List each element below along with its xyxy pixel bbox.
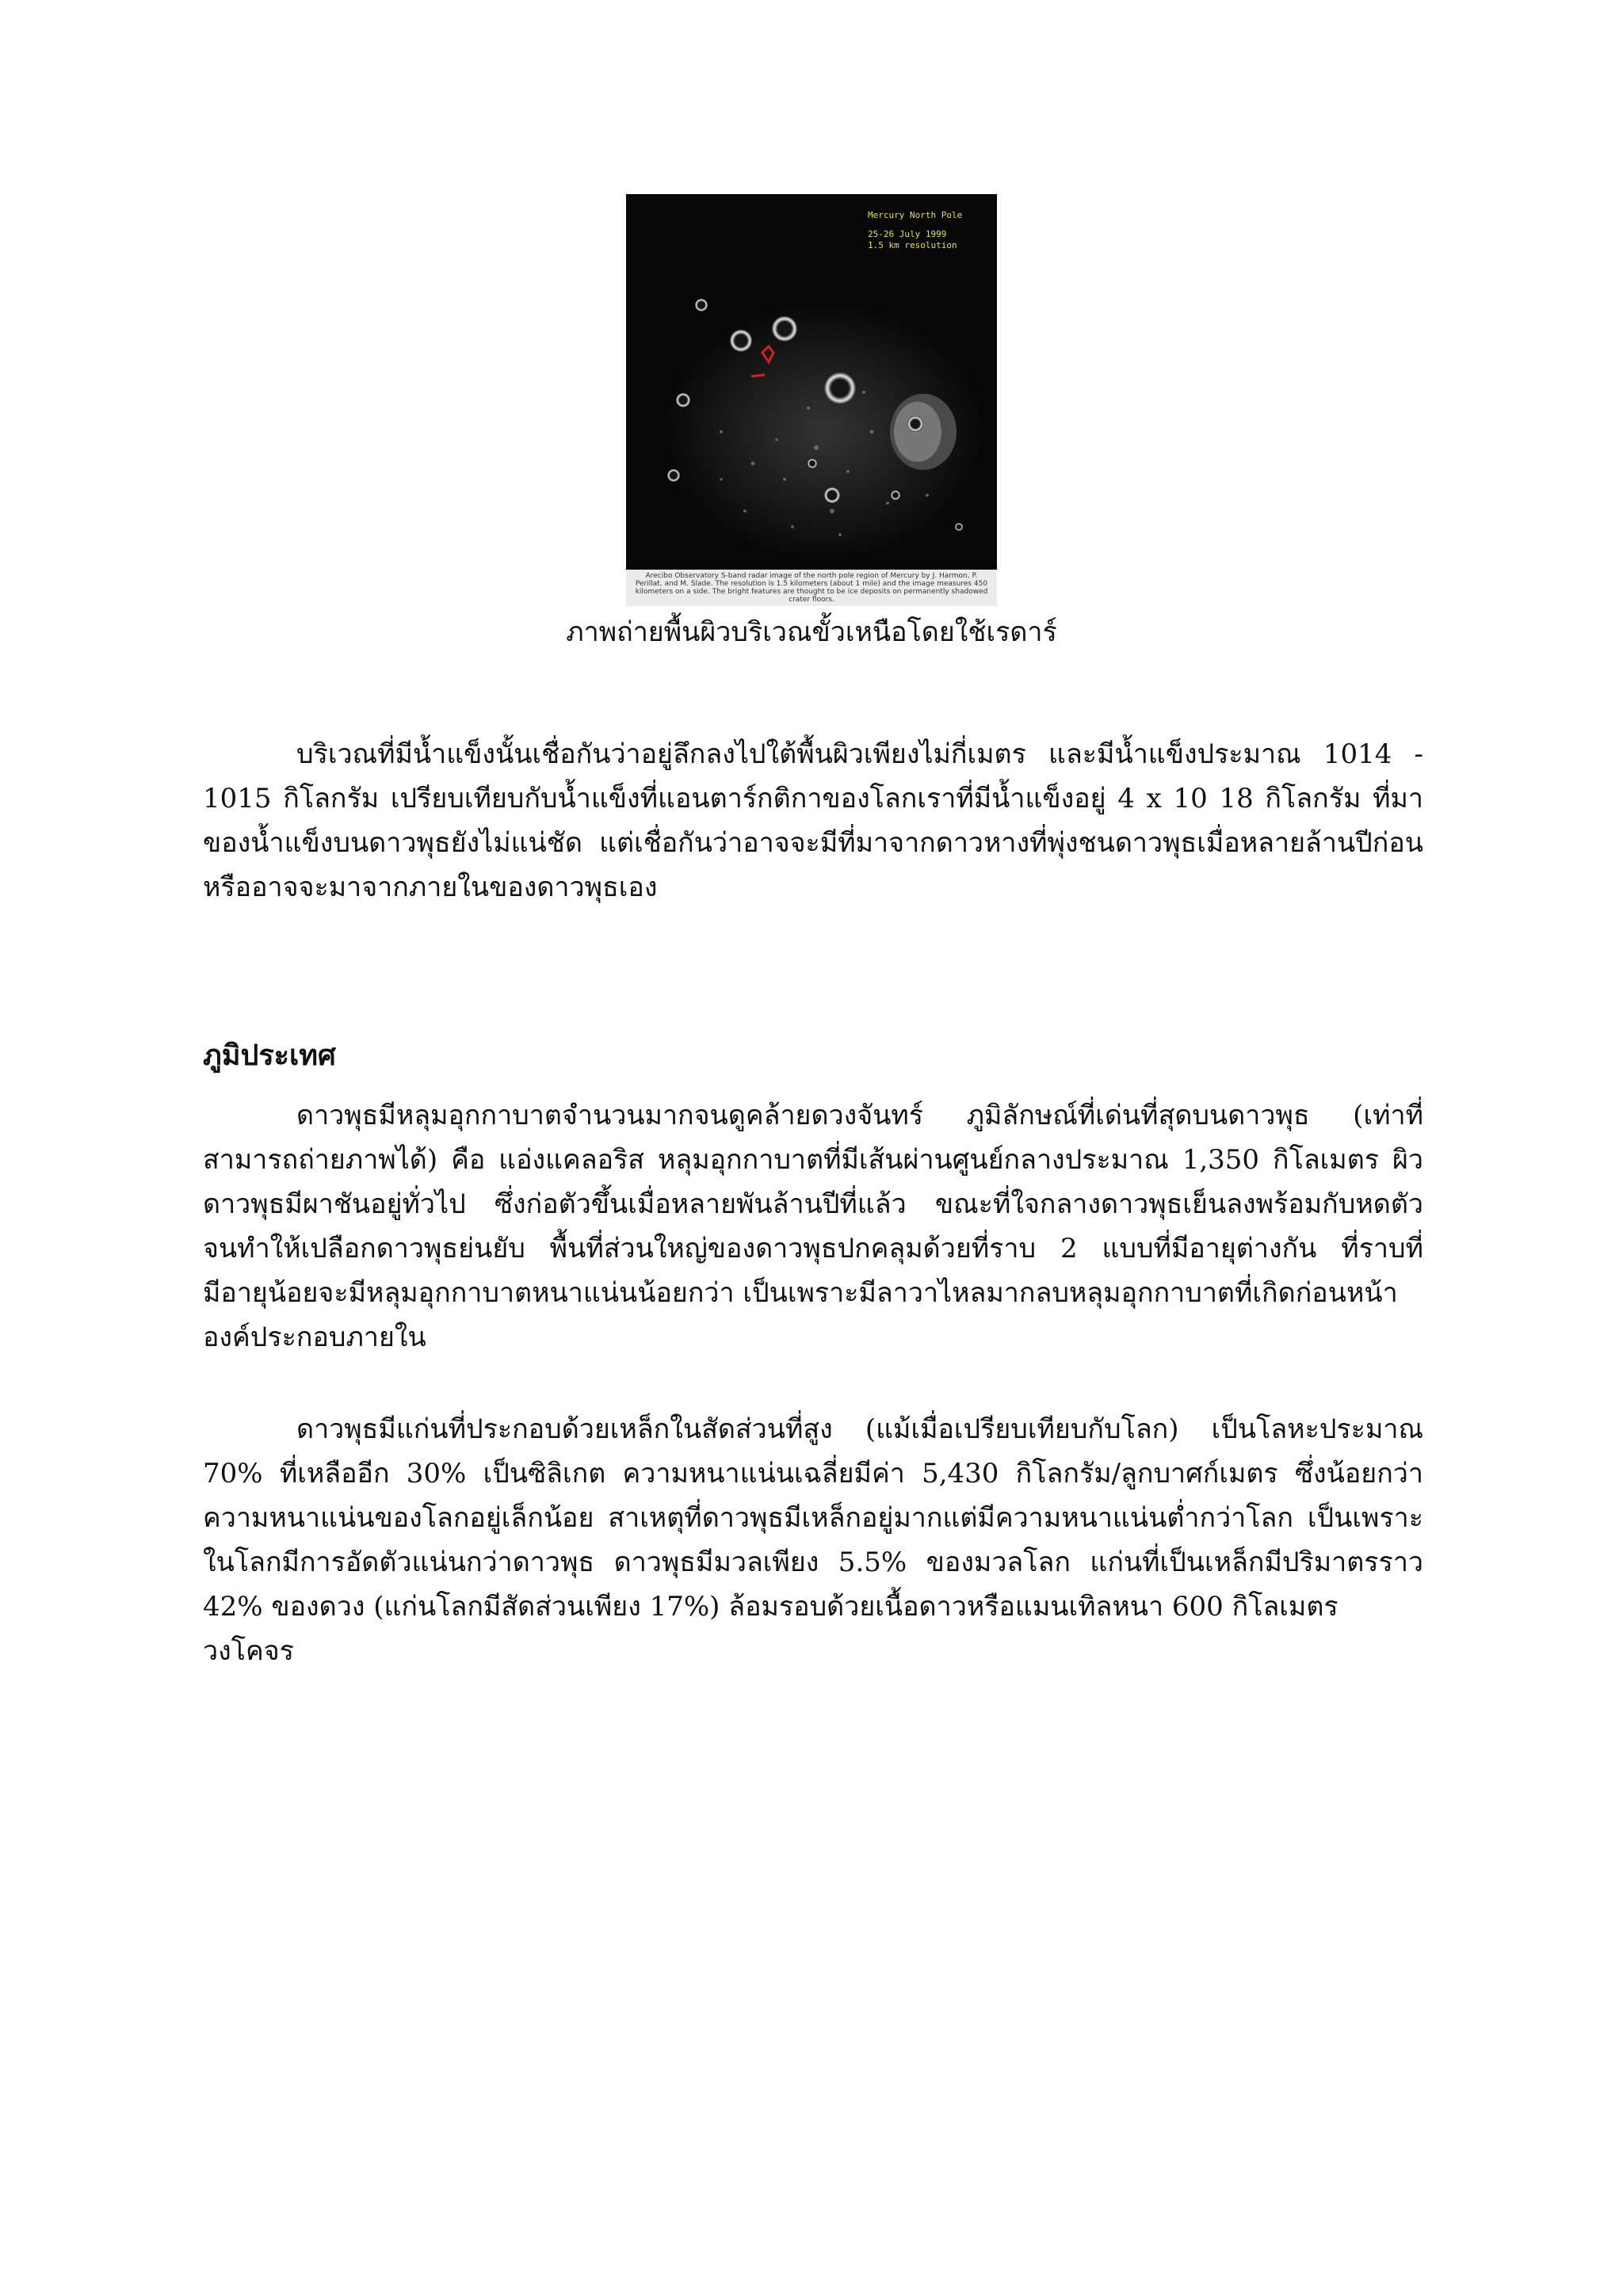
- mercury-radar-image: [626, 194, 997, 606]
- figure-label-title: Mercury North Pole: [868, 210, 963, 220]
- paragraph-ice-text: บริเวณที่มีน้ำแข็งนั้นเชื่อกันว่าอยู่ลึกลงไปใต้พื้นผิวเพียงไม่กี่เมตร และมีน้ำแข็งประมาณ 1014 - 1015 กิโลกรัม เปรียบเทียบกับน้ำแข็งที่แอนตาร์กติกาของโลกเราที่มีน้ำแข็งอยู่ 4 x 10 18 กิโลกรัม ที่มาของน้ำแข็งบนดาวพุธยังไม่แน่ชัด แต่เชื่อกันว่าอาจจะมีที่มาจากดาวหางที่พุ่งชนดาวพุธเมื่อหลายล้านปีก่อน หรืออาจจะมาจากภายในของดาวพุธเอง: [203, 738, 1423, 903]
- figure-label-date: 25-26 July 1999: [868, 229, 947, 239]
- section-heading-topography: ภูมิประเทศ: [203, 1039, 336, 1072]
- figure-note: Arecibo Observatory S-band radar image of the north pole region of Mercury by J. Harmon, P. Perillat, and M. Slade. The resolution is 1.5 kilometers (about 1 mile) and the image measures 450 kilometers on a side. The bright features are thought to be ice deposits on permanently shadowed crater floors.: [626, 570, 997, 606]
- radar-image-icon: [626, 194, 997, 570]
- paragraph-composition: [203, 1407, 1423, 1673]
- paragraph-topography: [203, 1093, 1423, 1360]
- paragraph-ice: [203, 732, 1423, 910]
- paragraph-topography-text: ดาวพุธมีหลุมอุกกาบาตจำนวนมากจนดูคล้ายดวงจันทร์ ภูมิลักษณ์ที่เด่นที่สุดบนดาวพุธ (เท่าที่สามารถถ่ายภาพได้) คือ แอ่งแคลอริส หลุมอุกกาบาตที่มีเส้นผ่านศูนย์กลางประมาณ 1,350 กิโลเมตร ผิวดาวพุธมีผาชันอยู่ทั่วไป ซึ่งก่อตัวขึ้นเมื่อหลายพันล้านปีที่แล้ว ขณะที่ใจกลางดาวพุธเย็นลงพร้อมกับหดตัว จนทำให้เปลือกดาวพุธย่นยับ พื้นที่ส่วนใหญ่ของดาวพุธปกคลุมด้วยที่ราบ 2 แบบที่มีอายุต่างกัน ที่ราบที่มีอายุน้อยจะมีหลุมอุกกาบาตหนาแน่นน้อยกว่า เป็นเพราะมีลาวาไหลมากลบหลุมอุกกาบาตที่เกิดก่อนหน้า: [203, 1100, 1423, 1309]
- paragraph-composition-text: ดาวพุธมีแก่นที่ประกอบด้วยเหล็กในสัดส่วนที่สูง (แม้เมื่อเปรียบเทียบกับโลก) เป็นโลหะประมาณ 70% ที่เหลืออีก 30% เป็นซิลิเกต ความหนาแน่นเฉลี่ยมีค่า 5,430 กิโลกรัม/ลูกบาศก์เมตร ซึ่งน้อยกว่าความหนาแน่นของโลกอยู่เล็กน้อย สาเหตุที่ดาวพุธมีเหล็กอยู่มากแต่มีความหนาแน่นต่ำกว่าโลก เป็นเพราะในโลกมีการอัดตัวแน่นกว่าดาวพุธ ดาวพุธมีมวลเพียง 5.5% ของมวลโลก แก่นที่เป็นเหล็กมีปริมาตรราว 42% ของดวง (แก่นโลกมีสัดส่วนเพียง 17%) ล้อมรอบด้วยเนื้อดาวหรือแมนเทิลหนา 600 กิโลเมตร: [203, 1413, 1423, 1623]
- line-orbit: วงโคจร: [203, 1635, 294, 1667]
- line-composition: องค์ประกอบภายใน: [203, 1322, 426, 1353]
- figure-label-resolution: 1.5 km resolution: [868, 240, 957, 250]
- figure-caption: ภาพถ่ายพื้นผิวบริเวณขั้วเหนือโดยใช้เรดาร์: [566, 616, 1057, 648]
